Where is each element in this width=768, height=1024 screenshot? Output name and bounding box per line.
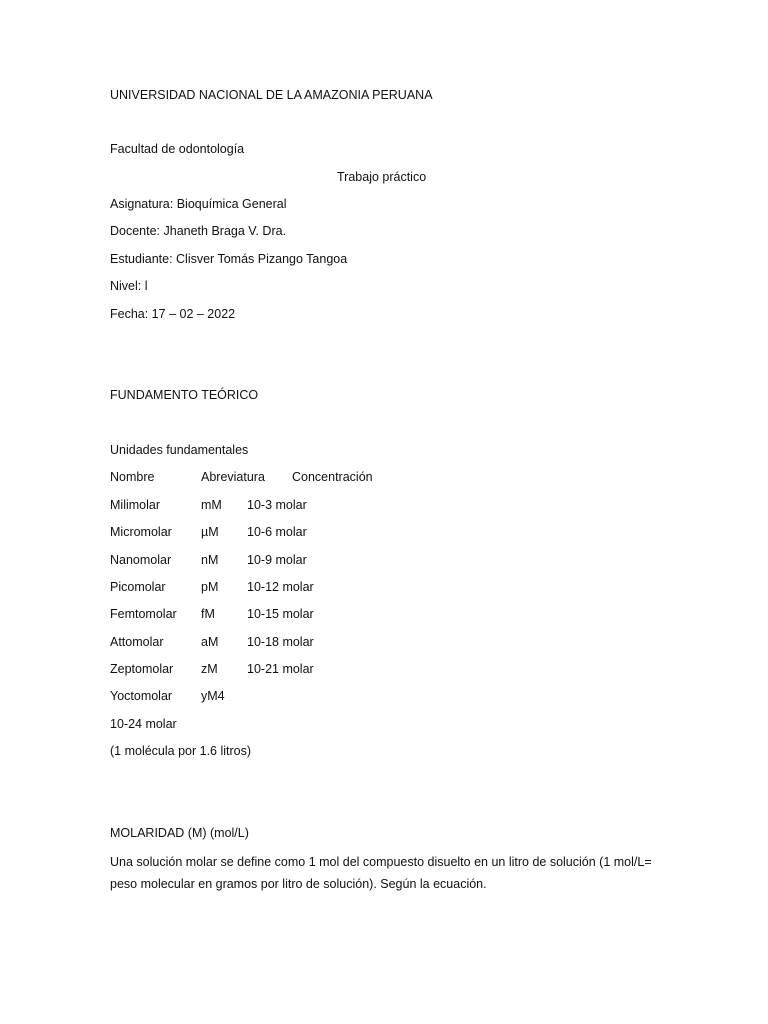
unit-abbreviation: fM [201, 607, 215, 621]
unit-name: Femtomolar [110, 607, 177, 621]
units-subtitle: Unidades fundamentales [110, 443, 249, 457]
unit-concentration: 10-12 molar [247, 580, 314, 594]
yocto-concentration: 10-24 molar [110, 717, 177, 731]
unit-name: Nanomolar [110, 553, 172, 567]
unit-concentration: 10-15 molar [247, 607, 314, 621]
work-type: Trabajo práctico [337, 170, 427, 184]
unit-abbreviation: aM [201, 635, 219, 649]
unit-name: Zeptomolar [110, 662, 174, 676]
unit-abbreviation: µM [201, 525, 219, 539]
column-header-name: Nombre [110, 470, 155, 484]
column-header-abbreviation: Abreviatura [201, 470, 265, 484]
theory-note: (1 molécula por 1.6 litros) [110, 744, 252, 758]
column-header-concentration: Concentración [292, 470, 373, 484]
unit-name: Micromolar [110, 525, 172, 539]
subject-line: Asignatura: Bioquímica General [110, 197, 287, 211]
unit-abbreviation: pM [201, 580, 219, 594]
unit-concentration: 10-21 molar [247, 662, 314, 676]
unit-abbreviation: zM [201, 662, 218, 676]
unit-name: Yoctomolar [110, 689, 173, 703]
unit-name: Attomolar [110, 635, 164, 649]
university-name: UNIVERSIDAD NACIONAL DE LA AMAZONIA PERUANA [110, 88, 433, 102]
molarity-paragraph: Una solución molar se define como 1 mol del compuesto disuelto en un litro de solución (1 mol/L= peso molecular en gramos por litro de solución). Según la ecuación. [110, 855, 652, 891]
student-line: Estudiante: Clisver Tomás Pizango Tangoa [110, 252, 348, 266]
unit-abbreviation: yM4 [201, 689, 225, 703]
unit-name: Milimolar [110, 498, 160, 512]
molarity-title: MOLARIDAD (M) (mol/L) [110, 826, 249, 840]
theory-title: FUNDAMENTO TEÓRICO [110, 388, 259, 402]
unit-name: Picomolar [110, 580, 166, 594]
unit-abbreviation: nM [201, 553, 219, 567]
unit-concentration: 10-3 molar [247, 498, 307, 512]
level-line: Nivel: l [110, 279, 148, 293]
unit-concentration: 10-18 molar [247, 635, 314, 649]
unit-concentration: 10-9 molar [247, 553, 307, 567]
date-line: Fecha: 17 – 02 – 2022 [110, 307, 236, 321]
unit-abbreviation: mM [201, 498, 222, 512]
unit-concentration: 10-6 molar [247, 525, 307, 539]
faculty-name: Facultad de odontología [110, 142, 245, 156]
teacher-line: Docente: Jhaneth Braga V. Dra. [110, 224, 287, 238]
